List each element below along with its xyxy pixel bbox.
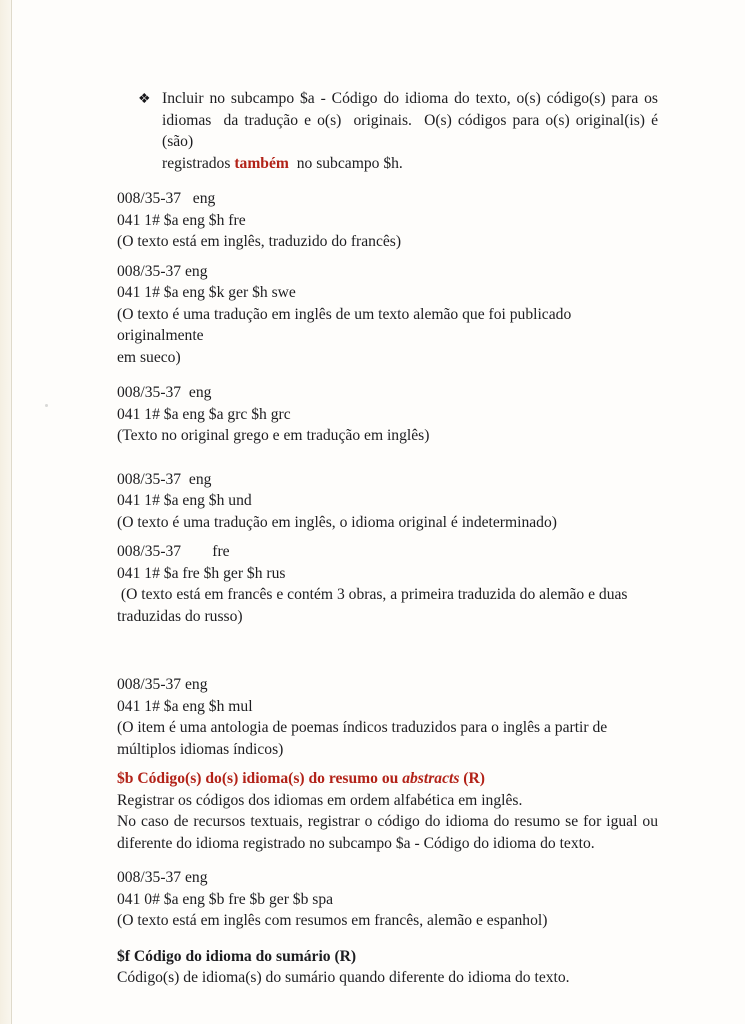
marc-example-block [117, 469, 658, 534]
example-note-line: (O texto está em francês e contém 3 obras, a primeira traduzida do alemão e duas [117, 586, 628, 603]
heading-italic-word: abstracts [402, 770, 460, 787]
fixed-field-line: 008/35-37 eng [117, 190, 216, 207]
example-note-line: em sueco) [117, 348, 181, 366]
fixed-field-line: 008/35-37 eng [117, 262, 208, 280]
tag-041-line: 041 0# $a eng $b fre $b ger $b spa [117, 890, 334, 908]
heading-segment: $b Código(s) do(s) idioma(s) do resumo ou [117, 770, 403, 787]
section-body-line: Registrar os códigos dos idiomas em ordem alfabética em inglês. [117, 791, 523, 809]
fixed-field-line: 008/35-37 eng [117, 384, 212, 401]
example-note-line: (O texto é uma tradução em inglês, o idioma original é indeterminado) [117, 513, 557, 531]
diamond-bullet-icon: ❖ [138, 92, 151, 107]
subfield-f-heading: $f Código do idioma do sumário (R) [117, 947, 357, 965]
example-note-line: (O texto está em inglês com resumos em francês, alemão e espanhol) [117, 912, 548, 929]
bullet-note-text [162, 88, 662, 174]
subfield-b-heading [117, 768, 658, 790]
document-content [117, 88, 662, 989]
section-body-line: Código(s) de idioma(s) do sumário quando diferente do idioma do texto. [117, 969, 570, 986]
marc-example-block [117, 541, 658, 627]
fixed-field-line: 008/35-37 fre [117, 543, 230, 560]
example-note-line: (O texto está em inglês, traduzido do francês) [117, 233, 402, 250]
bullet-note [138, 88, 662, 174]
scan-paper-edge [0, 0, 12, 1024]
tag-041-line: 041 1# $a eng $a grc $h grc [117, 405, 291, 423]
tag-041-line: 041 1# $a eng $h und [117, 492, 252, 509]
section-body-line: No caso de recursos textuais, registrar o código do idioma do resumo se for igual ou [117, 813, 658, 830]
marc-example-block [117, 188, 658, 253]
bullet-note-segment: registrados [162, 154, 235, 172]
tag-041-line: 041 1# $a eng $h mul [117, 697, 253, 715]
example-note-line: traduzidas do russo) [117, 607, 243, 625]
marc-example-block [117, 382, 658, 447]
scan-artifact-speck [45, 404, 48, 407]
bullet-note-segment: no subcampo $h. [288, 154, 403, 172]
bullet-note-line: idiomas da tradução e o(s) originais. O(s) códigos para o(s) original(is) é (são) [162, 111, 662, 150]
marc-example-block [117, 867, 658, 932]
example-note-line: (O texto é uma tradução em inglês de um texto alemão que foi publicado originalmente [117, 305, 576, 344]
subfield-f-section [117, 946, 658, 989]
example-note-line: (O item é uma antologia de poemas índicos traduzidos para o inglês a partir de [117, 719, 608, 736]
tag-041-line: 041 1# $a fre $h ger $h rus [117, 564, 286, 582]
bullet-note-line: Incluir no subcampo $a - Código do idioma do texto, o(s) código(s) para os [162, 90, 658, 107]
marc-example-block [117, 674, 658, 760]
bullet-note-line [162, 153, 658, 175]
highlighted-word: também [234, 154, 289, 172]
subfield-b-section [117, 768, 658, 854]
tag-041-line: 041 1# $a eng $k ger $h swe [117, 284, 296, 301]
section-body-line: diferente do idioma registrado no subcampo $a - Código do idioma do texto. [117, 834, 595, 852]
tag-041-line: 041 1# $a eng $h fre [117, 211, 246, 229]
fixed-field-line: 008/35-37 eng [117, 869, 208, 886]
heading-segment: (R) [459, 770, 485, 787]
example-note-line: múltiplos idiomas índicos) [117, 740, 284, 758]
example-note-line: (Texto no original grego e em tradução em inglês) [117, 427, 430, 444]
fixed-field-line: 008/35-37 eng [117, 470, 212, 488]
marc-example-block [117, 261, 658, 369]
fixed-field-line: 008/35-37 eng [117, 676, 208, 693]
